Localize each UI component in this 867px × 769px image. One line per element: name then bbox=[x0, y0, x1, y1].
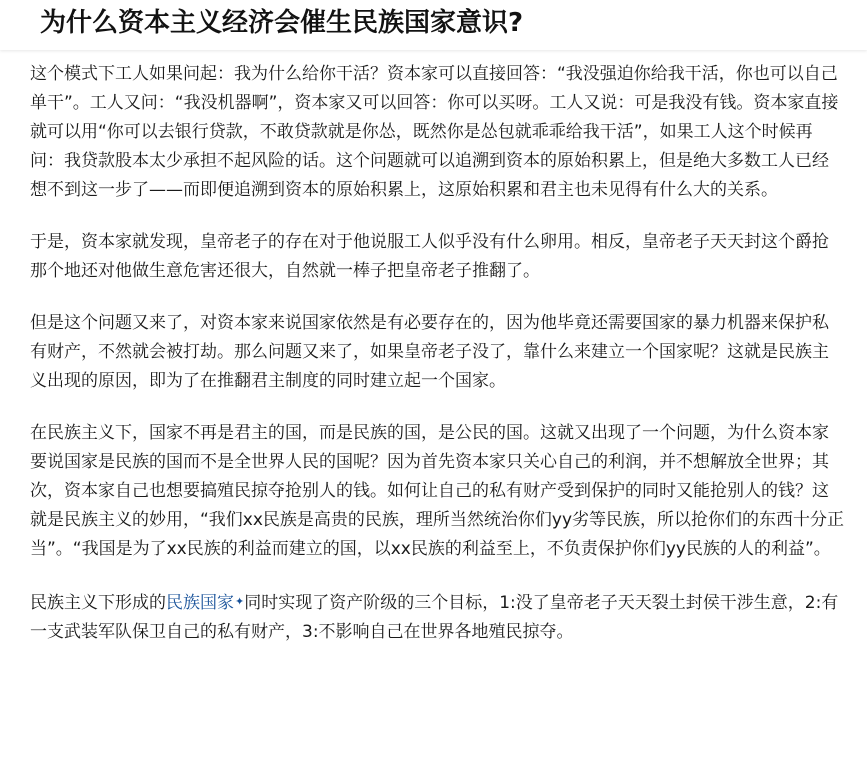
question-header bbox=[0, 0, 867, 50]
paragraph-text-after-link: 同时实现了资产阶级的三个目标，1:没了皇帝老子天天裂土封侯干涉生意，2:有一支武装军队保卫自己的私有财产，3:不影响自己在世界各地殖民掠夺。 bbox=[30, 593, 839, 642]
answer-paragraph-3: 但是这个问题又来了，对资本家来说国家依然是有必要存在的，因为他毕竟还需要国家的暴力机器来保护私有财产，不然就会被打劫。那么问题又来了，如果皇帝老子没了，靠什么来建立一个国家呢？这就是民族主义出现的原因，即为了在推翻君主制度的同时建立起一个国家。 bbox=[30, 313, 829, 391]
spark-icon[interactable]: ✦ bbox=[235, 595, 245, 608]
answer-paragraph-4: 在民族主义下，国家不再是君主的国，而是民族的国，是公民的国。这就又出现了一个问题，为什么资本家要说国家是民族的国而不是全世界人民的国呢？因为首先资本家只关心自己的利润，并不想解放全世界；其次，资本家自己也想要搞殖民掠夺抢别人的钱。如何让自己的私有财产受到保护的同时又能抢别人的钱？这就是民族主义的妙用，“我们xx民族是高贵的民族，理所当然统治你们yy劣等民族，所以抢你们的东西十分正当”。“我国是为了xx民族的利益而建立的国，以xx民族的利益至上，不负责保护你们yy民族的人的利益”。 bbox=[30, 423, 845, 559]
answer-paragraph-5 bbox=[30, 587, 845, 647]
answer-paragraph-2: 于是，资本家就发现，皇帝老子的存在对于他说服工人似乎没有什么卵用。相反，皇帝老子天天封这个爵抢那个地还对他做生意危害还很大，自然就一棒子把皇帝老子推翻了。 bbox=[30, 232, 829, 281]
answer-content bbox=[30, 60, 845, 670]
nation-state-link[interactable]: 民族国家 bbox=[166, 593, 234, 613]
question-title[interactable]: 为什么资本主义经济会催生民族国家意识? bbox=[40, 8, 524, 38]
answer-paragraph-1: 这个模式下工人如果问起：我为什么给你干活？资本家可以直接回答：“我没强迫你给我干活，你也可以自己单干”。工人又问：“我没机器啊”，资本家又可以回答：你可以买呀。工人又说：可是我没有钱。资本家直接就可以用“你可以去银行贷款，不敢贷款就是你怂，既然你是怂包就乖乖给我干活”，如果工人这个时候再问：我贷款股本太少承担不起风险的话。这个问题就可以追溯到资本的原始积累上，但是绝大多数工人已经想不到这一步了——而即便追溯到资本的原始积累上，这原始积累和君主也未见得有什么大的关系。 bbox=[30, 64, 839, 200]
paragraph-text-before-link: 民族主义下形成的 bbox=[30, 593, 166, 613]
